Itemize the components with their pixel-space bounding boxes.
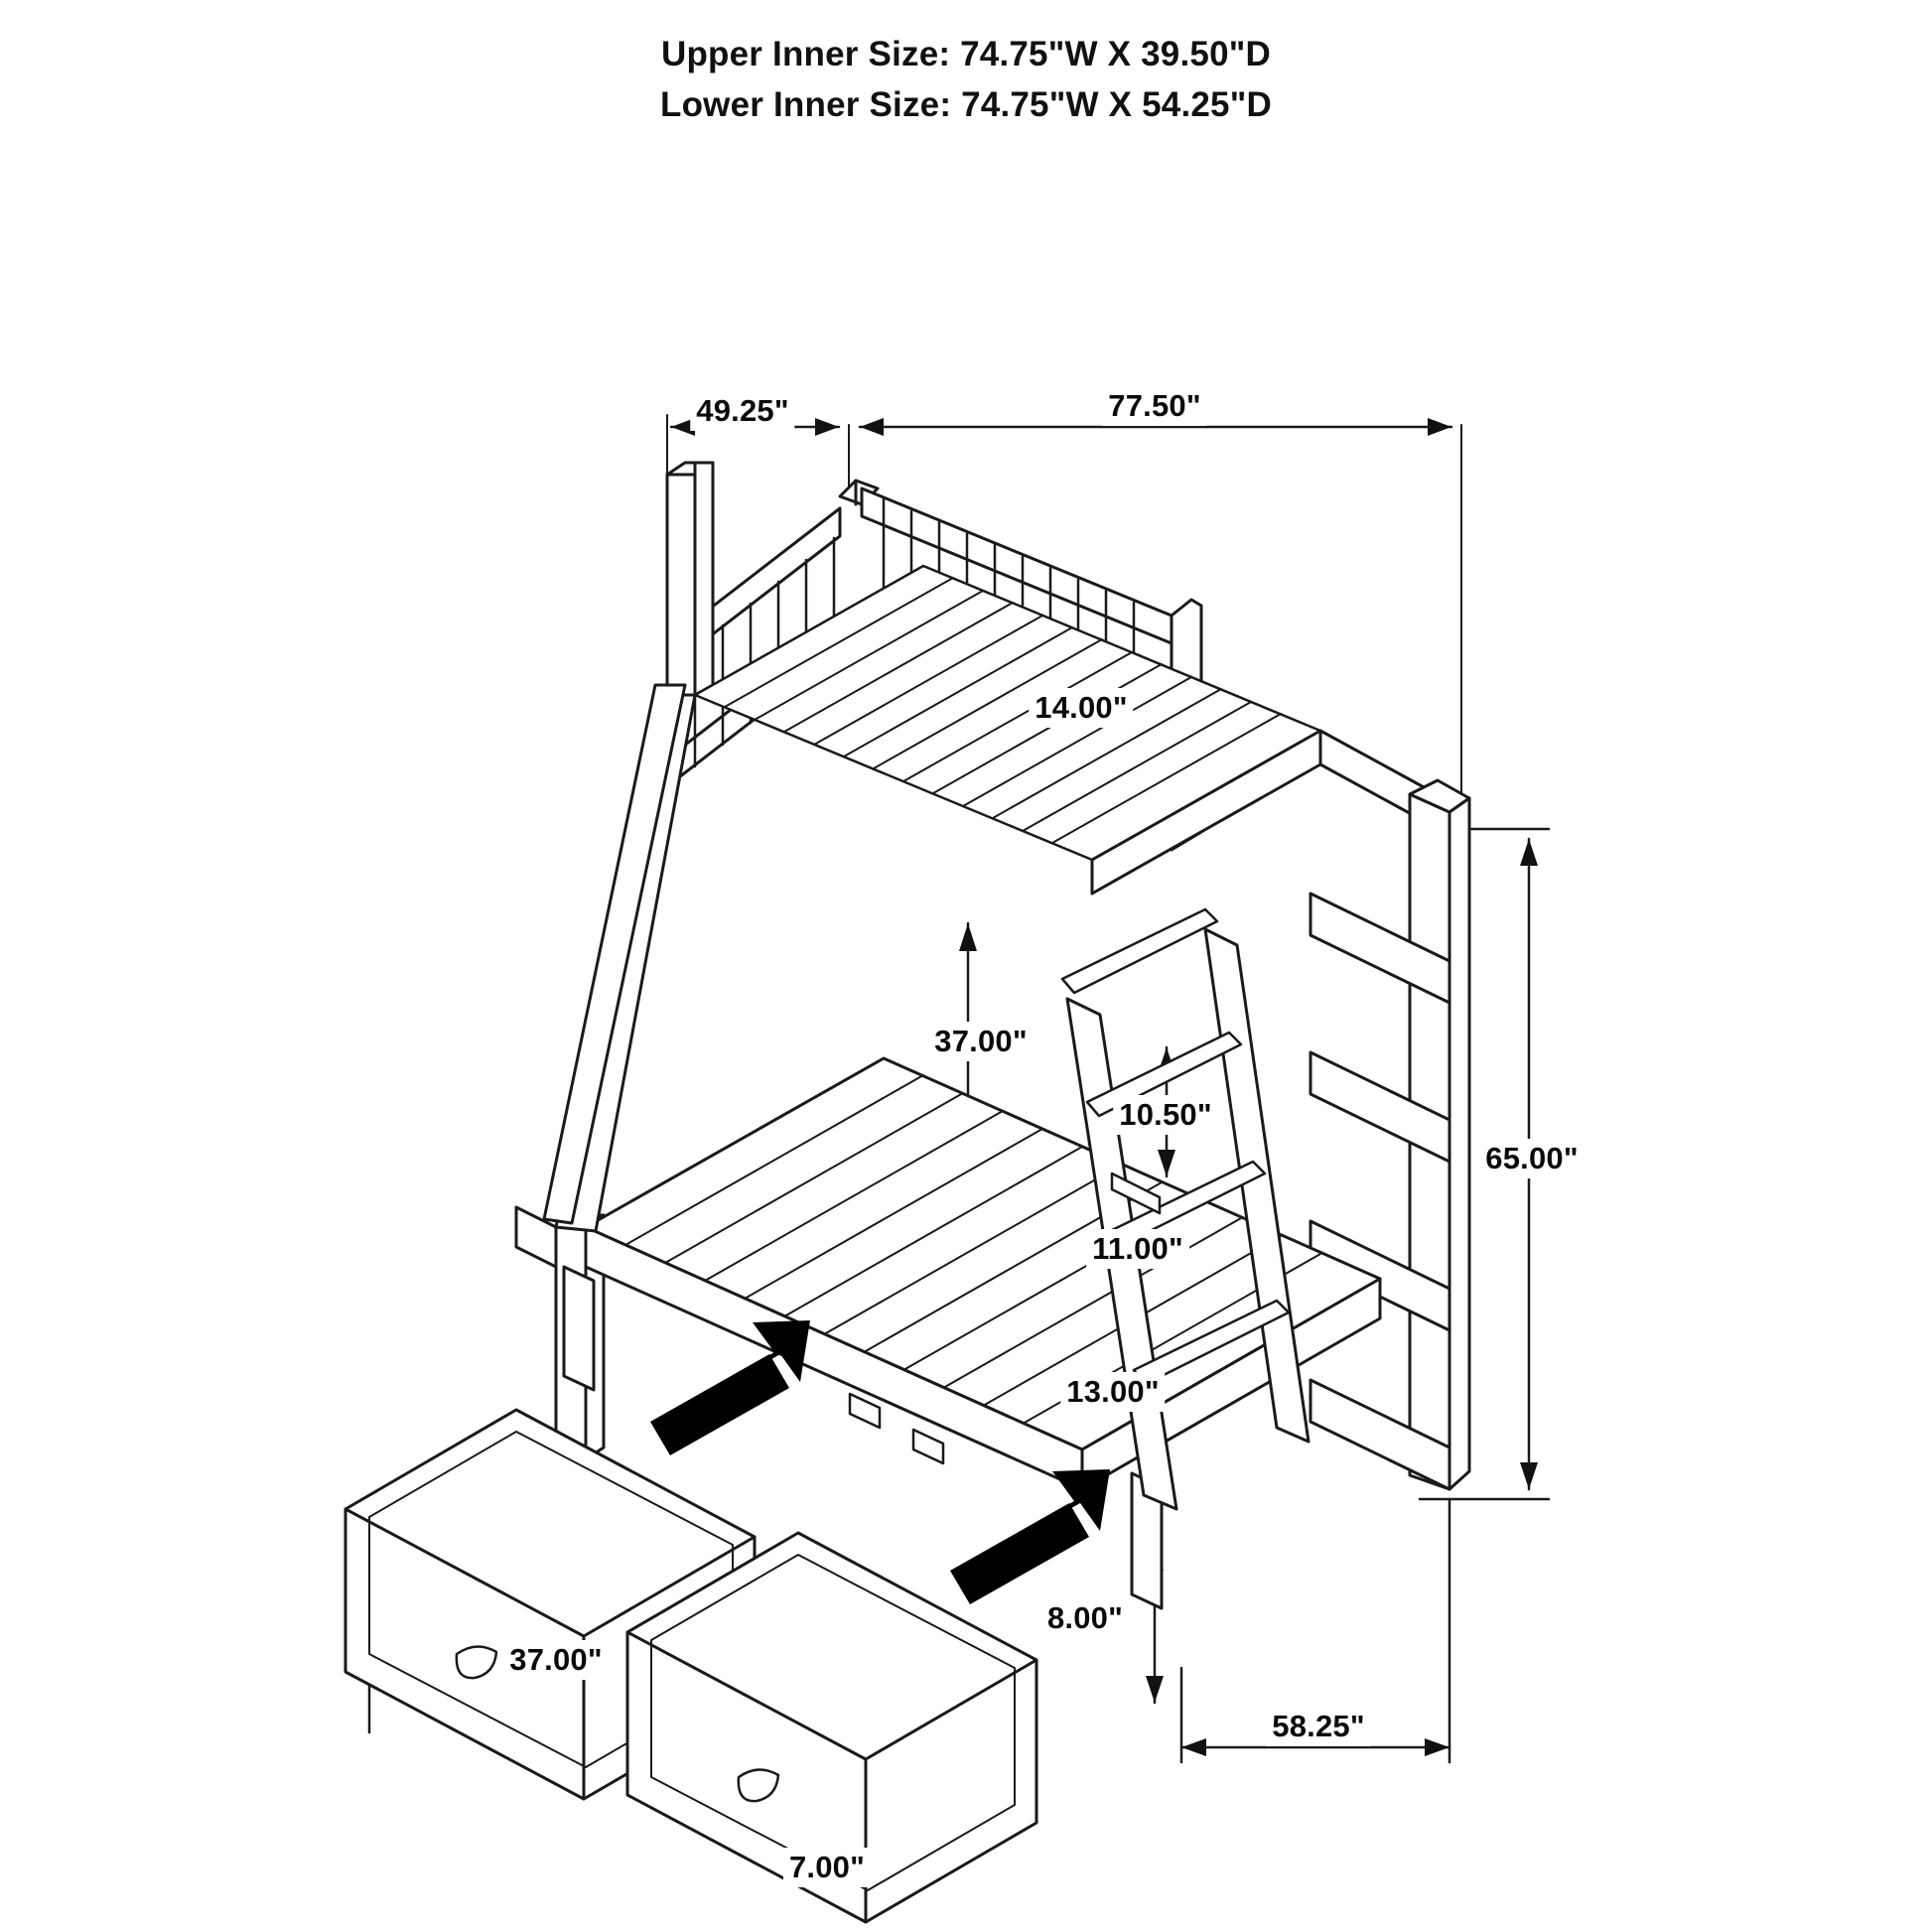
dim-label-width-ladder-side: 49.25" [690, 391, 794, 431]
dim-label-footprint-depth: 58.25" [1266, 1707, 1370, 1746]
dim-label-ladder-step-top: 10.50" [1113, 1095, 1217, 1135]
dim-label-bed-length: 77.50" [1102, 386, 1206, 426]
dim-label-drawer-one-width: 37.00" [503, 1640, 608, 1680]
dim-label-total-height: 65.00" [1479, 1139, 1584, 1178]
dim-label-ladder-step-mid: 11.00" [1086, 1229, 1189, 1269]
upper-inner-size-text: Upper Inner Size: 74.75"W X 39.50"D [660, 35, 1271, 73]
dim-label-floor-clearance: 8.00" [1041, 1598, 1129, 1638]
dim-label-ladder-step-low: 13.00" [1060, 1372, 1165, 1412]
dim-label-upper-guardrail-height: 14.00" [1029, 688, 1133, 728]
dim-label-clearance-under-upper: 37.00" [928, 1022, 1033, 1061]
dim-label-drawer-two-height: 7.00" [783, 1848, 871, 1887]
lower-inner-size-text: Lower Inner Size: 74.75"W X 54.25"D [660, 84, 1272, 124]
